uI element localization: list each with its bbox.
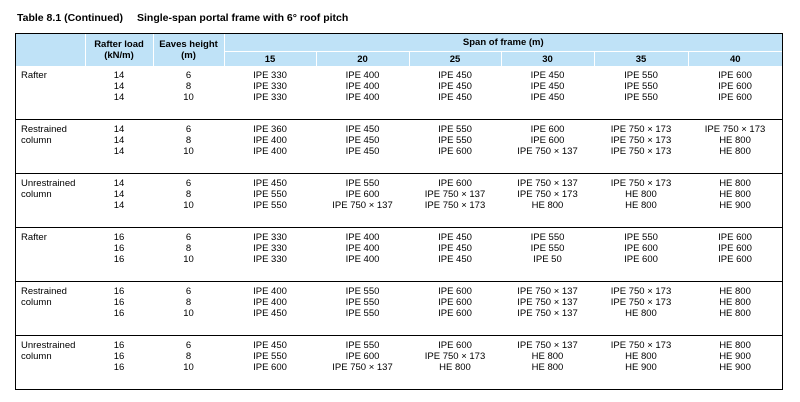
section-cell xyxy=(594,228,688,282)
cell-line: Restrained xyxy=(21,124,67,135)
cell-line: IPE 450 xyxy=(438,232,472,243)
cell-line: IPE 750 × 173 xyxy=(610,135,672,146)
section-cell xyxy=(224,66,316,120)
cell-line: 14 xyxy=(113,81,125,92)
cell-line: IPE 600 xyxy=(438,178,472,189)
cell-line: IPE 330 xyxy=(253,232,287,243)
cell-line: IPE 600 xyxy=(438,146,472,157)
cell-line: 8 xyxy=(185,81,192,92)
cell-line: column xyxy=(21,351,52,362)
cell-line: column xyxy=(21,135,52,146)
cell-line: IPE 600 xyxy=(253,362,287,373)
table-body xyxy=(16,66,782,389)
section-cell xyxy=(409,174,501,228)
cell-line: IPE 600 xyxy=(438,286,472,297)
cell-line: 6 xyxy=(185,124,192,135)
cell-line: IPE 550 xyxy=(345,308,380,319)
span-30-header: 30 xyxy=(501,52,594,67)
member-cell xyxy=(16,66,85,120)
cell-line: 16 xyxy=(113,362,125,373)
table-row xyxy=(16,228,782,282)
cell-line: HE 800 xyxy=(531,351,564,362)
table-header xyxy=(16,34,782,66)
cell-line: 10 xyxy=(183,146,194,157)
cell-line: IPE 550 xyxy=(530,232,565,243)
section-cell xyxy=(594,66,688,120)
span-35-header: 35 xyxy=(594,52,688,67)
cell-line: IPE 750 × 173 xyxy=(610,146,672,157)
cell-line: IPE 750 × 173 xyxy=(610,124,672,135)
member-cell xyxy=(16,120,85,174)
cell-line: IPE 600 xyxy=(718,254,752,265)
section-cell xyxy=(224,174,316,228)
cell-line: 6 xyxy=(185,178,192,189)
cell-line: IPE 750 × 173 xyxy=(610,297,672,308)
eaves-height-header: Eaves height (m) xyxy=(153,34,224,66)
cell-line: Unrestrained xyxy=(21,340,76,351)
cell-line: IPE 750 × 137 xyxy=(517,146,578,157)
cell-line: 6 xyxy=(185,232,192,243)
cell-line: HE 900 xyxy=(719,351,751,362)
rafter-load-cell xyxy=(85,228,153,282)
cell-line: IPE 450 xyxy=(253,340,287,351)
cell-line: 6 xyxy=(185,340,192,351)
section-cell xyxy=(688,120,782,174)
section-cell xyxy=(501,66,594,120)
cell-line: IPE 400 xyxy=(253,297,287,308)
cell-line: HE 800 xyxy=(531,200,564,211)
cell-line: IPE 750 × 137 xyxy=(517,340,578,351)
cell-line: IPE 750 × 173 xyxy=(704,124,766,135)
section-cell xyxy=(409,228,501,282)
section-cell xyxy=(688,336,782,390)
cell-line: IPE 550 xyxy=(438,135,472,146)
cell-line: HE 900 xyxy=(719,200,751,211)
section-cell xyxy=(409,336,501,390)
cell-line: IPE 750 × 173 xyxy=(424,200,486,211)
rafter-load-cell xyxy=(85,282,153,336)
member-cell xyxy=(16,228,85,282)
cell-line: IPE 400 xyxy=(253,135,287,146)
cell-line: IPE 750 × 137 xyxy=(517,297,578,308)
section-cell xyxy=(316,228,409,282)
cell-line: 16 xyxy=(113,340,125,351)
cell-line: IPE 750 × 137 xyxy=(332,200,393,211)
eaves-height-cell xyxy=(153,336,224,390)
cell-line: IPE 550 xyxy=(345,286,380,297)
member-cell xyxy=(16,174,85,228)
span-40-header: 40 xyxy=(688,52,782,67)
cell-line: 14 xyxy=(113,178,125,189)
rafter-load-cell xyxy=(85,66,153,120)
cell-line: IPE 450 xyxy=(530,70,565,81)
cell-line: IPE 750 × 137 xyxy=(332,362,393,373)
section-table xyxy=(16,34,782,389)
cell-line: 10 xyxy=(183,92,194,103)
cell-line: Rafter xyxy=(21,232,47,243)
cell-line: IPE 600 xyxy=(718,92,752,103)
cell-line: HE 800 xyxy=(625,351,657,362)
cell-line: IPE 330 xyxy=(253,254,287,265)
cell-line: IPE 600 xyxy=(438,308,472,319)
cell-line: Restrained xyxy=(21,286,67,297)
cell-line: HE 800 xyxy=(719,135,751,146)
cell-line: IPE 400 xyxy=(345,92,380,103)
cell-line: IPE 550 xyxy=(624,81,658,92)
rafter-load-cell xyxy=(85,174,153,228)
cell-line: IPE 550 xyxy=(253,351,287,362)
cell-line: HE 800 xyxy=(719,189,751,200)
cell-line: IPE 400 xyxy=(253,146,287,157)
cell-line: HE 800 xyxy=(625,200,657,211)
section-cell xyxy=(409,66,501,120)
cell-line: IPE 450 xyxy=(438,92,472,103)
table-title: Single-span portal frame with 6° roof pitch xyxy=(136,12,349,24)
cell-line: IPE 600 xyxy=(718,81,752,92)
span-20-header: 20 xyxy=(316,52,409,67)
span-header: Span of frame (m) xyxy=(224,34,782,52)
cell-line: 14 xyxy=(113,189,125,200)
cell-line: IPE 400 xyxy=(345,70,380,81)
cell-line: IPE 600 xyxy=(438,297,472,308)
cell-line: IPE 600 xyxy=(624,243,658,254)
section-cell xyxy=(594,174,688,228)
member-header xyxy=(16,34,85,66)
table-caption xyxy=(17,12,348,24)
section-cell xyxy=(224,120,316,174)
cell-line: IPE 600 xyxy=(530,135,565,146)
cell-line: IPE 400 xyxy=(345,254,380,265)
eaves-height-cell xyxy=(153,174,224,228)
cell-line: 8 xyxy=(185,351,192,362)
span-25-header: 25 xyxy=(409,52,501,67)
rafter-load-cell xyxy=(85,120,153,174)
cell-line: Unrestrained xyxy=(21,178,76,189)
cell-line: 16 xyxy=(113,254,125,265)
cell-line: IPE 750 × 137 xyxy=(424,189,486,200)
section-cell xyxy=(688,66,782,120)
cell-line: IPE 330 xyxy=(253,70,287,81)
member-cell xyxy=(16,282,85,336)
cell-line: IPE 330 xyxy=(253,92,287,103)
cell-line: IPE 450 xyxy=(345,146,380,157)
cell-line: HE 800 xyxy=(531,362,564,373)
cell-line: HE 900 xyxy=(625,362,657,373)
cell-line: IPE 600 xyxy=(345,351,380,362)
cell-line: 14 xyxy=(113,124,125,135)
cell-line: 14 xyxy=(113,92,125,103)
cell-line: 14 xyxy=(113,200,125,211)
cell-line: 16 xyxy=(113,232,125,243)
cell-line: IPE 750 × 137 xyxy=(517,178,578,189)
cell-line: IPE 550 xyxy=(624,70,658,81)
cell-line: 8 xyxy=(185,135,192,146)
rafter-load-cell xyxy=(85,336,153,390)
cell-line: IPE 550 xyxy=(345,178,380,189)
rafter-load-header: Rafter load (kN/m) xyxy=(85,34,153,66)
cell-line: 10 xyxy=(183,200,194,211)
cell-line: 8 xyxy=(185,297,192,308)
cell-line: IPE 330 xyxy=(253,81,287,92)
cell-line: IPE 450 xyxy=(345,135,380,146)
section-cell xyxy=(501,120,594,174)
cell-line: HE 800 xyxy=(625,189,657,200)
section-cell xyxy=(501,174,594,228)
cell-line: IPE 450 xyxy=(345,124,380,135)
section-cell xyxy=(688,174,782,228)
cell-line: IPE 550 xyxy=(624,92,658,103)
section-cell xyxy=(501,336,594,390)
cell-line: 8 xyxy=(185,243,192,254)
cell-line: IPE 400 xyxy=(345,232,380,243)
table-row xyxy=(16,66,782,120)
cell-line: HE 800 xyxy=(719,308,751,319)
cell-line: 16 xyxy=(113,297,125,308)
cell-line: IPE 750 × 173 xyxy=(610,340,672,351)
section-cell xyxy=(409,120,501,174)
cell-line: 16 xyxy=(113,308,125,319)
cell-line: column xyxy=(21,297,52,308)
section-cell xyxy=(501,228,594,282)
section-cell xyxy=(224,336,316,390)
cell-line: IPE 750 × 173 xyxy=(610,178,672,189)
cell-line: HE 800 xyxy=(719,146,751,157)
table-row xyxy=(16,336,782,390)
span-15-header: 15 xyxy=(224,52,316,67)
section-cell xyxy=(688,228,782,282)
eaves-height-cell xyxy=(153,66,224,120)
cell-line: IPE 600 xyxy=(718,243,752,254)
cell-line: 10 xyxy=(183,254,194,265)
cell-line: IPE 400 xyxy=(253,286,287,297)
cell-line: IPE 360 xyxy=(253,124,287,135)
cell-line: IPE 50 xyxy=(533,254,562,265)
cell-line: Rafter xyxy=(21,70,47,81)
eaves-height-cell xyxy=(153,282,224,336)
cell-line: IPE 750 × 173 xyxy=(424,351,486,362)
cell-line: IPE 600 xyxy=(345,189,380,200)
cell-line: IPE 400 xyxy=(345,81,380,92)
cell-line: IPE 550 xyxy=(345,297,380,308)
cell-line: HE 800 xyxy=(625,308,657,319)
cell-line: 14 xyxy=(113,146,125,157)
cell-line: 6 xyxy=(185,286,192,297)
cell-line: IPE 750 × 173 xyxy=(517,189,578,200)
section-cell xyxy=(316,282,409,336)
eaves-height-cell xyxy=(153,120,224,174)
cell-line: 16 xyxy=(113,243,125,254)
cell-line: HE 900 xyxy=(719,362,751,373)
section-cell xyxy=(224,228,316,282)
cell-line: IPE 450 xyxy=(438,243,472,254)
cell-line: IPE 450 xyxy=(530,81,565,92)
cell-line: IPE 450 xyxy=(530,92,565,103)
table-row xyxy=(16,174,782,228)
cell-line: HE 800 xyxy=(719,297,751,308)
cell-line: IPE 550 xyxy=(438,124,472,135)
section-cell xyxy=(316,336,409,390)
table-number: Table 8.1 (Continued) xyxy=(17,12,123,24)
table-row xyxy=(16,120,782,174)
section-cell xyxy=(594,336,688,390)
section-cell xyxy=(594,282,688,336)
cell-line: 10 xyxy=(183,308,194,319)
cell-line: 14 xyxy=(113,135,125,146)
cell-line: IPE 750 × 137 xyxy=(517,308,578,319)
section-cell xyxy=(316,66,409,120)
cell-line: HE 800 xyxy=(719,178,751,189)
cell-line: IPE 550 xyxy=(624,232,658,243)
cell-line: 10 xyxy=(183,362,194,373)
cell-line: IPE 550 xyxy=(253,189,287,200)
cell-line: IPE 550 xyxy=(253,200,287,211)
cell-line: HE 800 xyxy=(719,286,751,297)
section-cell xyxy=(688,282,782,336)
cell-line: IPE 330 xyxy=(253,243,287,254)
cell-line: IPE 600 xyxy=(438,340,472,351)
cell-line: 16 xyxy=(113,286,125,297)
cell-line: HE 800 xyxy=(439,362,471,373)
cell-line: 14 xyxy=(113,70,125,81)
cell-line: 6 xyxy=(185,70,192,81)
cell-line: IPE 450 xyxy=(438,70,472,81)
section-cell xyxy=(594,120,688,174)
cell-line: IPE 450 xyxy=(253,308,287,319)
cell-line: IPE 450 xyxy=(253,178,287,189)
eaves-height-cell xyxy=(153,228,224,282)
cell-line: IPE 550 xyxy=(530,243,565,254)
section-cell xyxy=(409,282,501,336)
cell-line: IPE 450 xyxy=(438,81,472,92)
table-row xyxy=(16,282,782,336)
section-cell xyxy=(224,282,316,336)
cell-line: IPE 750 × 137 xyxy=(517,286,578,297)
cell-line: HE 800 xyxy=(719,340,751,351)
cell-line: IPE 750 × 173 xyxy=(610,286,672,297)
member-cell xyxy=(16,336,85,390)
cell-line: IPE 600 xyxy=(624,254,658,265)
section-cell xyxy=(501,282,594,336)
cell-line: IPE 600 xyxy=(718,70,752,81)
cell-line: column xyxy=(21,189,52,200)
cell-line: IPE 450 xyxy=(438,254,472,265)
cell-line: IPE 550 xyxy=(345,340,380,351)
cell-line: IPE 600 xyxy=(530,124,565,135)
section-cell xyxy=(316,120,409,174)
cell-line: 8 xyxy=(185,189,192,200)
cell-line: IPE 400 xyxy=(345,243,380,254)
section-cell xyxy=(316,174,409,228)
cell-line: 16 xyxy=(113,351,125,362)
cell-line: IPE 600 xyxy=(718,232,752,243)
